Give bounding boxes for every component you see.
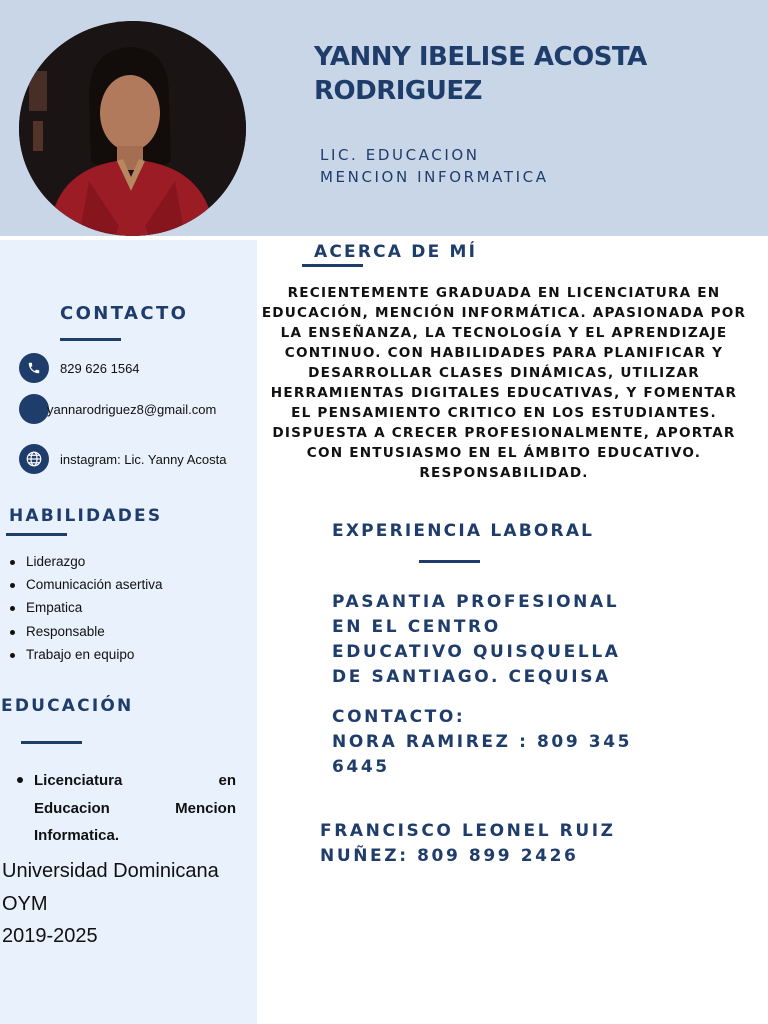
education-degree — [34, 767, 236, 850]
institution-line-1: Universidad Dominicana — [2, 860, 219, 882]
about-heading-underline — [302, 264, 363, 267]
phone-icon — [19, 353, 49, 383]
experience-heading: EXPERIENCIA LABORAL — [332, 521, 595, 541]
contact-instagram — [19, 444, 226, 474]
degree-line-1: Licenciatura en — [34, 772, 236, 789]
contact-email — [19, 394, 216, 424]
skills-heading: HABILIDADES — [9, 506, 163, 526]
education-heading-underline — [21, 741, 82, 744]
degree-line-2: Educacion Mencion — [34, 799, 236, 817]
contact-heading-underline — [60, 338, 121, 341]
contact-phone — [19, 353, 140, 383]
skill-item: Comunicación asertiva — [26, 573, 163, 596]
about-heading: ACERCA DE MÍ — [314, 242, 478, 262]
job-title-line-1: LIC. EDUCACION — [320, 146, 480, 164]
skill-item: Responsable — [26, 620, 163, 643]
profile-photo — [19, 21, 246, 236]
degree-line-3: Informatica. — [34, 827, 120, 844]
experience-heading-underline — [419, 560, 480, 563]
skills-list — [26, 550, 163, 666]
skill-item: Liderazgo — [26, 550, 163, 573]
skill-item: Trabajo en equipo — [26, 643, 163, 666]
about-text: RECIENTEMENTE GRADUADA EN LICENCIATURA EN EDUCACIÓN, MENCIÓN INFORMÁTICA. APASIONADA POR LA ENSEÑANZA, LA TECNOLOGÍA Y EL APRENDIZAJE CONTINUO. CON HABILIDADES PARA PLANIFICAR Y DESARROLLAR CLASES DINÁMICAS, UTILIZAR HERRAMIENTAS DIGITALES EDUCATIVAS, Y FOMENTAR EL PENSAMIENTO CRITICO EN LOS ESTUDIANTES. DISPUESTA A CRECER PROFESIONALMENTE, APORTAR CON ENTUSIASMO EN EL ÁMBITO EDUCATIVO. RESPONSABILIDAD. — [261, 285, 747, 481]
profile-photo-illustration — [19, 21, 246, 236]
experience-contact: CONTACTO: NORA RAMIREZ : 809 345 6445 — [332, 707, 633, 777]
education-years: 2019-2025 — [2, 925, 98, 947]
experience-reference: FRANCISCO LEONEL RUIZ NUÑEZ: 809 899 2426 — [320, 821, 616, 866]
education-bullet — [17, 777, 23, 783]
skill-item: Empatica — [26, 596, 163, 619]
job-title-line-2: MENCION INFORMATICA — [320, 168, 549, 186]
candidate-name: YANNY IBELISE ACOSTA RODRIGUEZ — [314, 42, 647, 106]
contact-heading: CONTACTO — [60, 303, 189, 324]
globe-icon — [19, 444, 49, 474]
email-icon — [19, 394, 49, 424]
skills-heading-underline — [6, 533, 67, 536]
education-heading: EDUCACIÓN — [1, 696, 134, 716]
instagram-handle: instagram: Lic. Yanny Acosta — [60, 451, 227, 467]
experience-position: PASANTIA PROFESIONAL EN EL CENTRO EDUCATIVO QUISQUELLA DE SANTIAGO. CEQUISA — [332, 592, 621, 687]
institution-line-2: OYM — [2, 893, 48, 915]
phone-number: 829 626 1564 — [60, 360, 140, 376]
email-address[interactable]: yannarodriguez8@gmail.com — [47, 401, 217, 417]
